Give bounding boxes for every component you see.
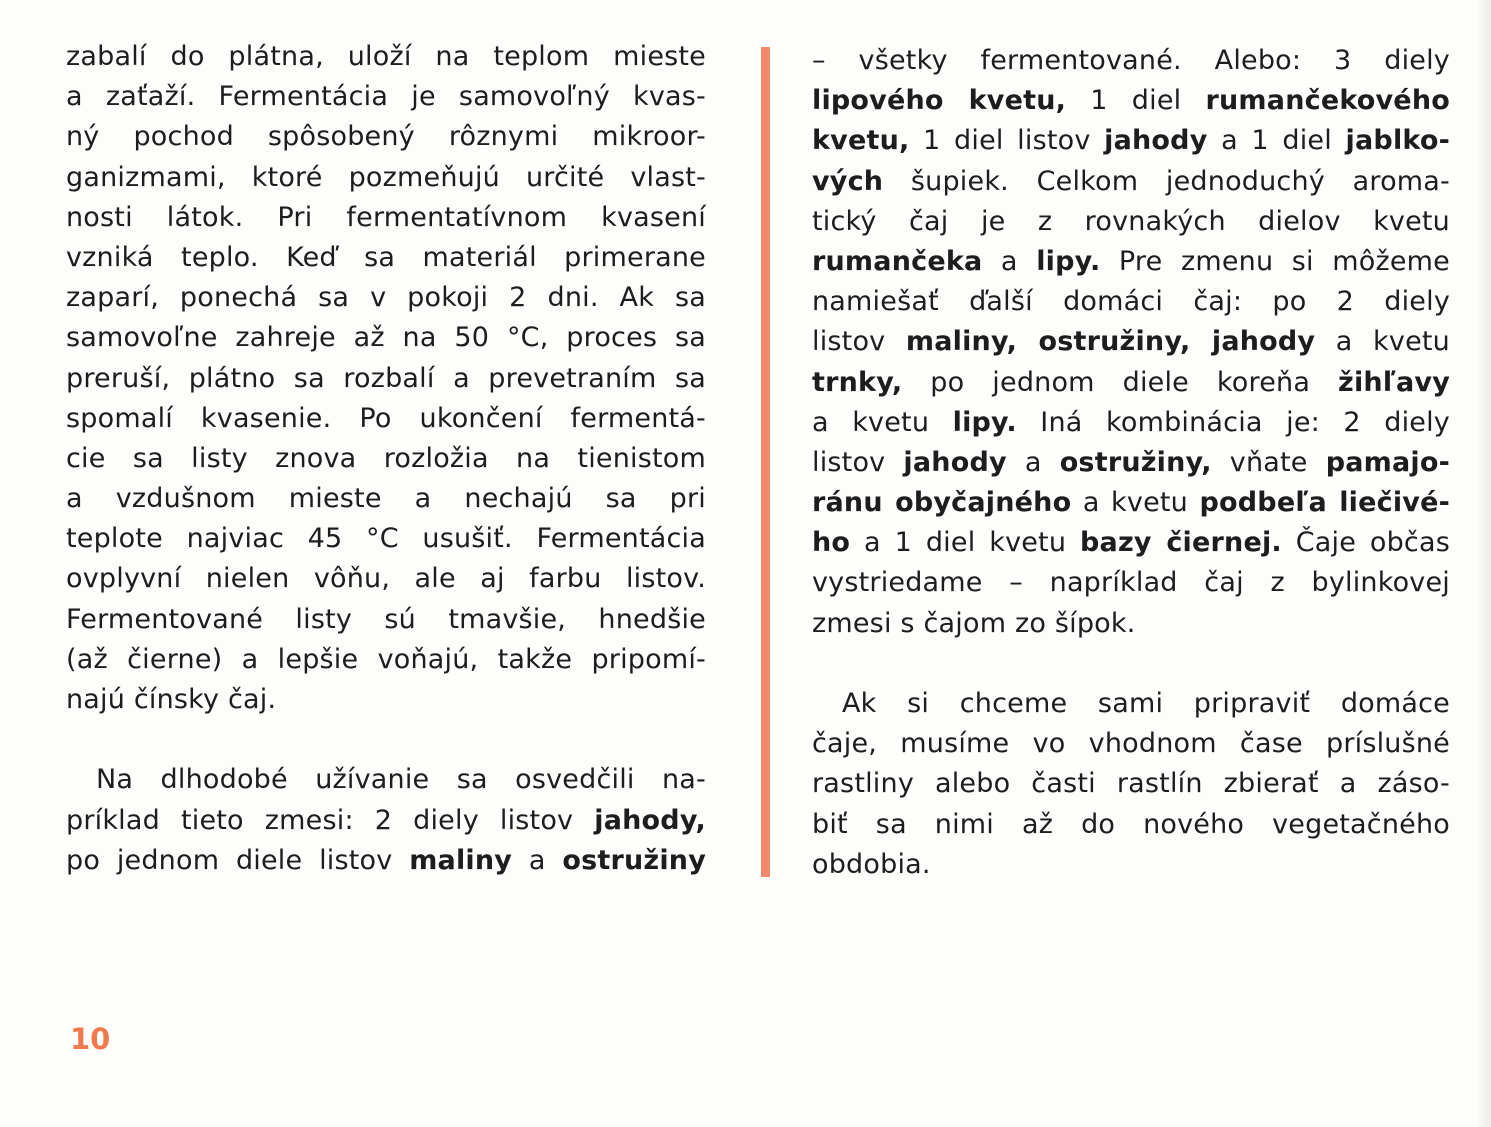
text-line [66,198,706,238]
text-run: Čaje občas [1281,527,1450,559]
bold-term: rumančekového [1205,85,1450,117]
text-run: a [512,844,563,876]
text-line [66,359,706,399]
text-line [66,519,706,559]
bold-term: podbeľa liečivé- [1199,487,1450,519]
text-line [812,483,1450,523]
text-line [812,724,1450,764]
text-run: a kvetu [1315,326,1450,358]
text-line [66,278,706,318]
text-line [812,363,1450,403]
text-line [66,801,706,841]
text-line [66,640,706,680]
text-run: listov [812,326,906,358]
bold-term: rumančeka [812,245,983,277]
text-run: cie sa listy znova rozložia na tienistom [66,442,706,474]
text-run: 1 diel listov [909,125,1105,157]
text-line [812,845,1450,885]
text-run: Ak si chceme sami pripraviť domáce [842,688,1450,719]
bold-term: jablko- [1345,125,1450,157]
bold-term: lipy. [1036,245,1101,277]
text-line [812,563,1450,603]
text-run: a vzdušnom mieste a nechajú sa pri [66,483,706,515]
bold-term: jahody, [594,804,706,836]
text-run: a kvetu [812,406,953,438]
bold-term: vých [812,165,884,197]
page-edge-shadow [1477,0,1491,1127]
text-run: nosti látok. Pri fermentatívnom kvasení [66,201,706,233]
bold-term: jahody [903,446,1007,478]
text-line [812,282,1450,322]
column-divider-bar [761,47,770,877]
text-run: zaparí, ponechá sa v pokoji 2 dni. Ak sa [66,282,706,314]
text-run: najú čínsky čaj. [66,684,277,715]
text-line [812,41,1450,81]
text-run: zmesi s čajom zo šípok. [812,607,1136,639]
text-line [66,559,706,599]
text-line [812,322,1450,362]
text-line [812,202,1450,242]
text-line [812,523,1450,563]
text-run: a [1006,446,1060,478]
text-run: Iná kombinácia je: 2 diely [1016,406,1450,438]
text-run: čaje, musíme vo vhodnom čase príslušné [812,728,1450,760]
text-line [66,77,706,117]
bold-term: kvetu, [812,125,910,157]
text-line [66,117,706,157]
text-run: Na dlhodobé užívanie sa osvedčili na- [96,764,706,796]
text-run: ganizmami, ktoré pozmeňujú určité vlast- [66,161,706,193]
text-line [66,680,706,720]
page-number: 10 [70,1022,111,1056]
text-line [66,399,706,439]
text-run: a zaťaží. Fermentácia je samovoľný kvas- [66,81,706,113]
bold-term: lipového kvetu, [812,85,1067,117]
bold-term: maliny [409,844,513,876]
text-run: a [982,245,1037,277]
bold-term: maliny, ostružiny, jahody [905,326,1316,358]
bold-term: pamajo- [1325,446,1450,478]
text-run: vystriedame – napríklad čaj z bylinkovej [812,567,1450,599]
text-line [66,760,706,800]
text-run: a 1 diel kvetu [850,527,1081,559]
text-line [66,600,706,640]
text-line [66,439,706,479]
text-line [812,764,1450,804]
text-run: vzniká teplo. Keď sa materiál primerane [66,241,706,273]
text-line [812,121,1450,161]
paragraph-gap [812,644,1450,684]
text-line [66,37,706,77]
bold-term: ránu obyčajného [812,487,1072,519]
text-run: príklad tieto zmesi: 2 diely listov [66,804,595,836]
text-line [66,318,706,358]
text-run: preruší, plátno sa rozbalí a prevetraním sa [66,362,706,394]
text-line [66,479,706,519]
text-run: namiešať ďalší domáci čaj: po 2 diely [812,286,1450,318]
text-run: 1 diel [1066,85,1206,117]
text-line [66,238,706,278]
text-run: spomalí kvasenie. Po ukončení fermentá- [66,402,706,434]
text-run: (až čierne) a lepšie voňajú, takže pripomí- [66,643,706,675]
text-run: a kvetu [1071,487,1200,519]
bold-term: trnky, [812,366,903,398]
text-line [812,604,1450,644]
paragraph-gap [66,720,706,760]
bold-term: bazy čiernej. [1080,527,1282,559]
bold-term: ostružiny [562,844,706,876]
text-run: po jednom diele listov [66,844,410,876]
text-line [812,242,1450,282]
text-run: obdobia. [812,848,931,880]
text-run: Fermentované listy sú tmavšie, hnedšie [66,603,706,635]
text-run: ovplyvní nielen vôňu, ale aj farbu listov. [66,563,706,595]
text-run: biť sa nimi až do nového vegetačného [812,808,1450,840]
text-run: ný pochod spôsobený rôznymi mikroor- [66,121,706,153]
text-run: teplote najviac 45 °C usušiť. Fermentácia [66,523,706,555]
text-run: Pre zmenu si môžeme [1100,245,1450,277]
text-line [812,684,1450,724]
text-run: a 1 diel [1207,125,1346,157]
text-run: zabalí do plátna, uloží na teplom mieste [66,41,706,72]
text-line [812,403,1450,443]
text-line [812,443,1450,483]
text-line [66,158,706,198]
bold-term: ho [812,527,851,559]
text-run: po jednom diele koreňa [902,366,1339,398]
left-text-column [66,37,706,881]
text-run: rastliny alebo časti rastlín zbierať a záso- [812,768,1450,800]
text-run: vňate [1211,446,1326,478]
bold-term: lipy. [952,406,1017,438]
bold-term: žihľavy [1338,366,1450,398]
text-run: tický čaj je z rovnakých dielov kvetu [812,205,1450,237]
text-run: samovoľne zahreje až na 50 °C, proces sa [66,322,706,354]
right-text-column [812,41,1450,885]
text-run: – všetky fermentované. Alebo: 3 diely [812,45,1450,76]
text-line [812,81,1450,121]
text-run: listov [812,446,904,478]
text-line [812,162,1450,202]
bold-term: ostružiny, [1059,446,1212,478]
text-line [66,841,706,881]
bold-term: jahody [1104,125,1208,157]
text-run: šupiek. Celkom jednoduchý aroma- [883,165,1450,197]
text-line [812,805,1450,845]
